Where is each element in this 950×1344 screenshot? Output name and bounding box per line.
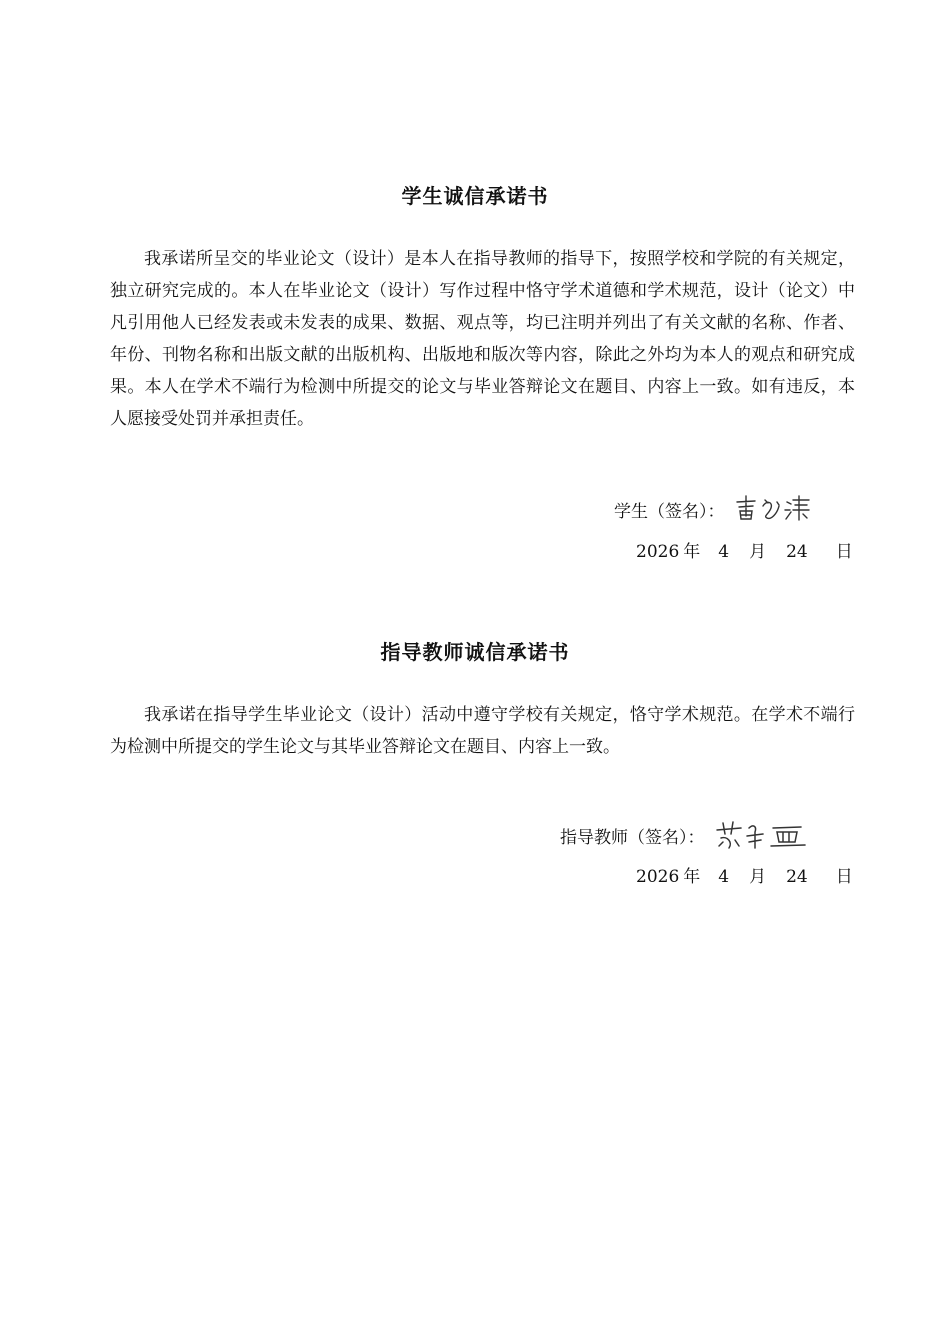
- advisor-pledge-paragraph: 我承诺在指导学生毕业论文（设计）活动中遵守学校有关规定，恪守学术规范。在学术不端行为检测中所提交的学生论文与其毕业答辩论文在题目、内容上一致。: [110, 705, 855, 757]
- student-date-year-unit: 年: [683, 542, 701, 562]
- student-date-month-unit: 月: [749, 542, 767, 562]
- student-pledge-title: 学生诚信承诺书: [401, 184, 549, 208]
- student-signature-label: 学生（签名）：: [614, 501, 725, 522]
- student-date-day-unit: 日: [835, 542, 853, 562]
- student-date-year: 2026: [636, 542, 680, 562]
- advisor-date-day: 24: [786, 867, 808, 887]
- student-pledge-paragraph: 我承诺所呈交的毕业论文（设计）是本人在指导教师的指导下，按照学校和学院的有关规定，独立研究完成的。本人在毕业论文（设计）写作过程中恪守学术道德和学术规范，设计（论文）中凡引用他人已经发表或未发表的成果、数据、观点等，均已注明并列出了有关文献的名称、作者、年份、刊物名称和出版文献的出版机构、出版地和版次等内容，除此之外均为本人的观点和研究成果。本人在学术不端行为检测中所提交的论文与毕业答辩论文在题目、内容上一致。如有违反，本人愿接受处罚并承担责任。: [110, 249, 855, 429]
- advisor-date-year-unit: 年: [683, 867, 701, 887]
- advisor-pledge-title: 指导教师诚信承诺书: [380, 640, 570, 664]
- advisor-date-month-unit: 月: [749, 867, 767, 887]
- student-date-day: 24: [786, 542, 808, 562]
- advisor-date-year: 2026: [636, 867, 680, 887]
- student-date-month: 4: [718, 542, 730, 562]
- advisor-signature-label: 指导教师（签名）：: [560, 827, 705, 848]
- advisor-signature-image: [713, 818, 809, 852]
- advisor-date-month: 4: [718, 867, 730, 887]
- student-date-line: [636, 537, 853, 562]
- student-signature-line: [614, 492, 813, 526]
- student-signature-image: [733, 492, 813, 526]
- advisor-date-day-unit: 日: [835, 867, 853, 887]
- advisor-signature-line: [560, 818, 809, 852]
- advisor-date-line: [636, 862, 853, 887]
